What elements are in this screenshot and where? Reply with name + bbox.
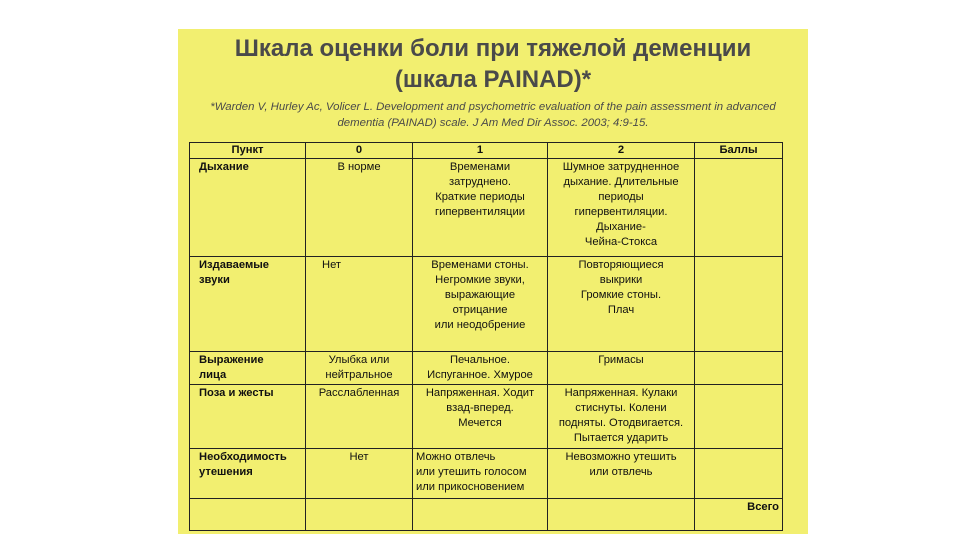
slide-subtitle: (шкала PAINAD)* <box>394 66 592 93</box>
header-item: Пункт <box>190 143 306 159</box>
row-score-1: Печальное. Испуганное. Хмурое <box>413 352 548 385</box>
header-score-1: 1 <box>413 143 548 159</box>
row-score-0: Улыбка или нейтральное <box>306 352 413 385</box>
table-row <box>190 385 783 449</box>
table-header-row <box>190 143 783 159</box>
total-empty-cell <box>413 499 548 531</box>
slide <box>178 29 808 534</box>
row-item: Выражение лица <box>190 352 306 385</box>
table-row <box>190 159 783 257</box>
row-item: Издаваемые звуки <box>190 257 306 352</box>
row-score-1: Напряженная. Ходит взад-вперед. Мечется <box>413 385 548 449</box>
row-score-1: Временами затруднено. Краткие периоды гипервентиляции <box>413 159 548 257</box>
table-row <box>190 352 783 385</box>
row-points <box>695 385 783 449</box>
total-empty-cell <box>190 499 306 531</box>
total-label: Всего <box>695 499 783 531</box>
header-score-2: 2 <box>548 143 695 159</box>
total-empty-cell <box>306 499 413 531</box>
slide-title: Шкала оценки боли при тяжелой деменции <box>234 35 752 62</box>
row-points <box>695 257 783 352</box>
row-score-0: Нет <box>306 257 413 352</box>
row-score-0: Расслабленная <box>306 385 413 449</box>
total-empty-cell <box>548 499 695 531</box>
row-score-1: Можно отвлечь или утешить голосом или прикосновением <box>413 449 548 499</box>
row-points <box>695 159 783 257</box>
header-score-0: 0 <box>306 143 413 159</box>
row-score-0: Нет <box>306 449 413 499</box>
row-score-2: Невозможно утешить или отвлечь <box>548 449 695 499</box>
reference-citation: *Warden V, Hurley Ac, Volicer L. Development and psychometric evaluation of the pain assessment in advanced dementia (PAINAD) scale. J Am Med Dir Assoc. 2003; 4:9-15. <box>210 101 776 129</box>
row-score-2: Шумное затрудненное дыхание. Длительные периоды гипервентиляции. Дыхание- Чейна-Стокса <box>548 159 695 257</box>
row-item: Необходимость утешения <box>190 449 306 499</box>
row-item: Дыхание <box>190 159 306 257</box>
header-points: Баллы <box>695 143 783 159</box>
row-score-0: В норме <box>306 159 413 257</box>
row-score-2: Напряженная. Кулаки стиснуты. Колени подняты. Отодвигается. Пытается ударить <box>548 385 695 449</box>
row-points <box>695 352 783 385</box>
painad-table <box>189 142 783 531</box>
row-score-2: Повторяющиеся выкрики Громкие стоны. Плач <box>548 257 695 352</box>
table-row <box>190 449 783 499</box>
table-row <box>190 257 783 352</box>
row-item: Поза и жесты <box>190 385 306 449</box>
table-total-row <box>190 499 783 531</box>
row-score-2: Гримасы <box>548 352 695 385</box>
row-score-1: Временами стоны. Негромкие звуки, выражающие отрицание или неодобрение <box>413 257 548 352</box>
row-points <box>695 449 783 499</box>
